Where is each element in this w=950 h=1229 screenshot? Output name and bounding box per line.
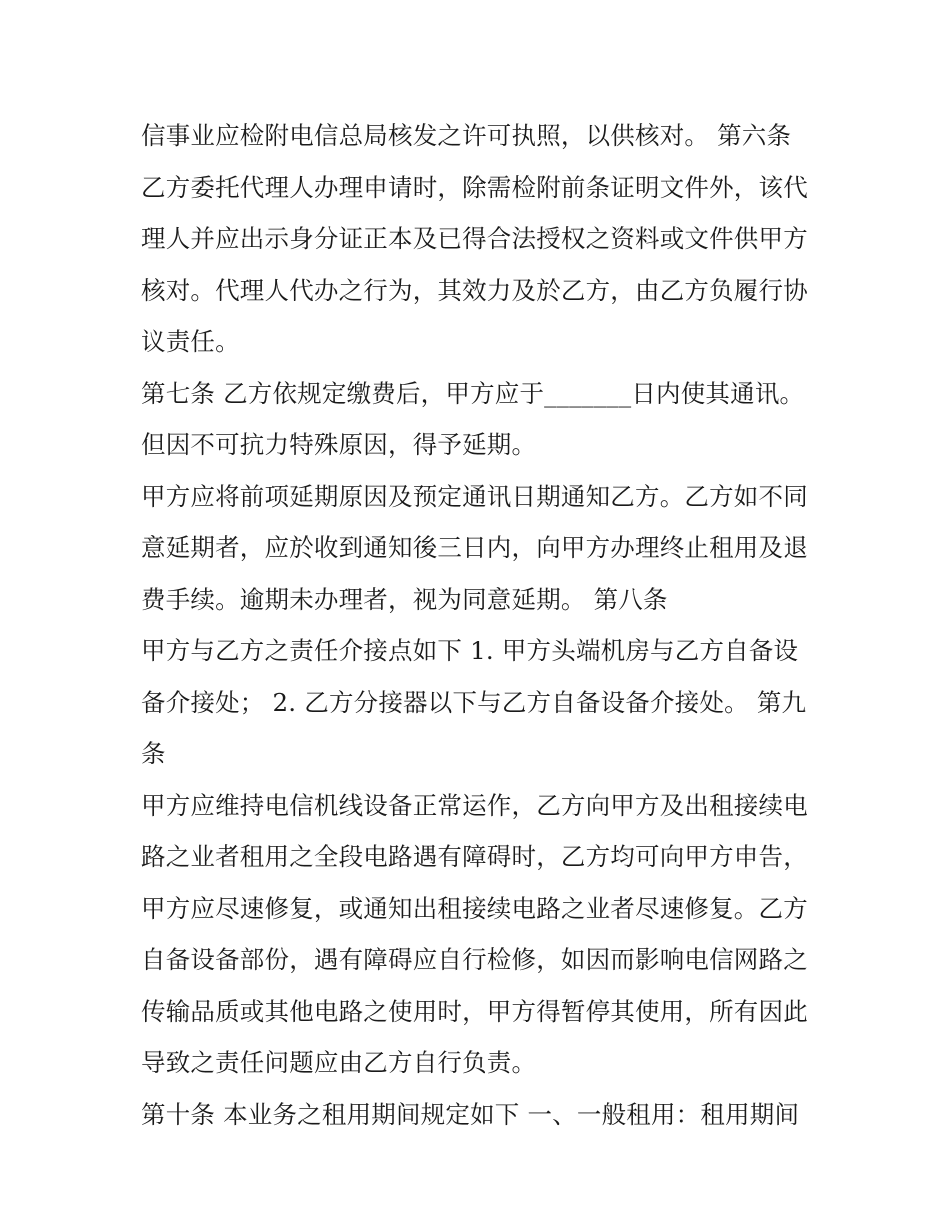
text-line: 信事业应检附电信总局核发之许可执照，以供核对。 第六条: [141, 121, 792, 150]
text-line: 乙方委托代理人办理申请时，除需检附前条证明文件外，该代: [141, 172, 808, 202]
text-line: 但因不可抗力特殊原因，得予延期。: [141, 430, 537, 459]
text-line: 路之业者租用之全段电路遇有障碍时，乙方均可向甲方申告，: [141, 842, 808, 871]
text-line: 甲方与乙方之责任介接点如下 1. 甲方头端机房与乙方自备设: [141, 636, 799, 665]
text-line: 自备设备部份，遇有障碍应自行检修，如因而影响电信网路之: [141, 945, 808, 974]
text-line: 甲方应维持电信机线设备正常运作，乙方向甲方及出租接续电: [141, 790, 808, 820]
text-line: 意延期者，应於收到通知後三日内，向甲方办理终止租用及退: [141, 533, 808, 562]
text-line: 第七条 乙方依规定缴费后，甲方应于_______日内使其通讯。: [141, 378, 805, 408]
text-line: 导致之责任问题应由乙方自行负责。: [141, 1048, 537, 1077]
text-line: 费手续。逾期未办理者，视为同意延期。 第八条: [141, 584, 668, 614]
text-line: 甲方应将前项延期原因及预定通讯日期通知乙方。乙方如不同: [141, 481, 808, 511]
text-line: 第十条 本业务之租用期间规定如下 一、一般租用：租用期间: [141, 1099, 800, 1129]
text-line: 传输品质或其他电路之使用时，甲方得暂停其使用，所有因此: [141, 996, 808, 1026]
text-line: 核对。代理人代办之行为，其效力及於乙方，由乙方负履行协: [141, 275, 808, 305]
text-line: 条: [141, 739, 166, 768]
text-line: 理人并应出示身分证正本及已得合法授权之资料或文件供甲方: [141, 224, 808, 253]
document-body: [141, 110, 821, 1140]
text-line: 甲方应尽速修复，或通知出租接续电路之业者尽速修复。乙方: [141, 893, 808, 923]
text-line: 备介接处； 2. 乙方分接器以下与乙方自备设备介接处。 第九: [141, 687, 807, 717]
text-line: 议责任。: [141, 327, 240, 356]
